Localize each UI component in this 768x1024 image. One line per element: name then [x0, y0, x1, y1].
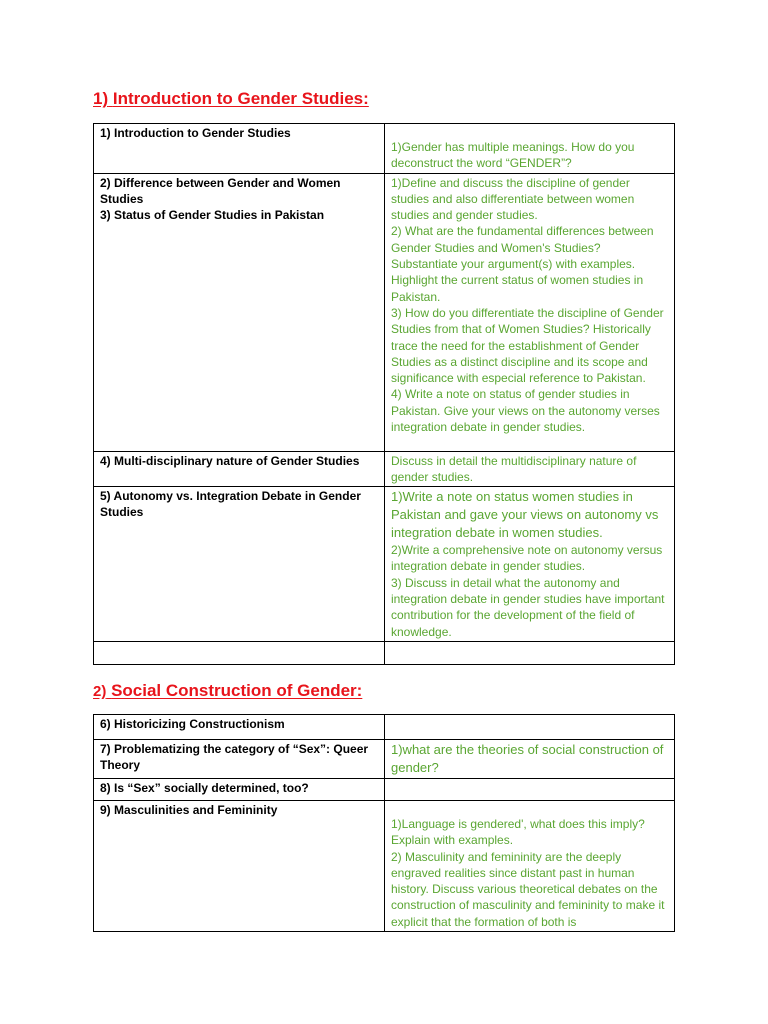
- section-1-heading: [93, 89, 369, 109]
- topic-text: 1) Introduction to Gender Studies: [100, 126, 291, 140]
- question-text: 1)Gender has multiple meanings. How do you deconstruct the word “GENDER”?: [391, 140, 635, 171]
- question-text: 2) Masculinity and femininity are the deeply engraved realities since distant past in human history. Discuss various theoretical debates on the construction of masculinity and femininity to make it explicit that the formation of both is: [391, 849, 665, 929]
- topic-text: 4) Multi-disciplinary nature of Gender Studies: [100, 453, 360, 468]
- table-row: [94, 779, 675, 801]
- table-row: [94, 451, 675, 487]
- section-2-number: 2): [93, 683, 107, 700]
- question-cell: [385, 715, 675, 740]
- table-row: [94, 487, 675, 642]
- section-1-number: 1): [93, 89, 109, 108]
- topic-cell: [94, 124, 385, 174]
- question-text: 3) Discuss in detail what the autonomy and integration debate in gender studies have important contribution for the development of the field of knowledge.: [391, 575, 665, 639]
- topic-text: 5) Autonomy vs. Integration Debate in Gender Studies: [100, 489, 361, 520]
- topic-text: 2) Difference between Gender and Women Studies: [100, 175, 341, 206]
- question-cell: [385, 451, 675, 487]
- question-cell: [385, 124, 675, 174]
- question-cell: [385, 779, 675, 801]
- question-text: 1)Language is gendered', what does this imply? Explain with examples.: [391, 817, 645, 848]
- topic-text: 3) Status of Gender Studies in Pakistan: [100, 208, 325, 223]
- section-1-table: [93, 123, 675, 665]
- section-2-heading: [93, 681, 362, 701]
- question-cell: [385, 487, 675, 642]
- question-cell: [385, 740, 675, 779]
- table-row: [94, 641, 675, 664]
- question-text: 1)Define and discuss the discipline of gender studies and also differentiate between women studies and gender studies.: [391, 175, 635, 223]
- question-text: 3) How do you differentiate the discipline of Gender Studies from that of Women Studies? Historically trace the need for the establishment of Gender Studies as a distinct discipline and its scope and significance with especial reference to Pakistan.: [391, 305, 664, 386]
- topic-cell: [94, 451, 385, 487]
- topic-cell: [94, 740, 385, 779]
- table-row: [94, 801, 675, 932]
- question-text: 2) What are the fundamental differences between Gender Studies and Women's Studies? Substantiate your argument(s) with examples. Highlight the current status of women studies in Pakistan.: [391, 224, 654, 304]
- table-row: [94, 124, 675, 174]
- topic-cell: [94, 715, 385, 740]
- topic-text: 7) Problematizing the category of “Sex”: Queer Theory: [100, 742, 369, 773]
- topic-cell: [94, 779, 385, 801]
- topic-cell: [94, 173, 385, 451]
- table-row: [94, 740, 675, 779]
- topic-cell: [94, 801, 385, 932]
- question-text: Discuss in detail the multidisciplinary nature of gender studies.: [391, 453, 637, 484]
- question-text: 1)Write a note on status women studies in Pakistan and gave your views on autonomy vs integration debate in women studies.: [391, 489, 659, 541]
- topic-text: 8) Is “Sex” socially determined, too?: [100, 781, 309, 795]
- section-2-table: [93, 714, 675, 932]
- question-text: 2)Write a comprehensive note on autonomy versus integration debate in gender studies.: [391, 543, 663, 574]
- topic-text: 6) Historicizing Constructionism: [100, 717, 285, 731]
- question-text: 1)what are the theories of social construction of gender?: [391, 742, 664, 775]
- topic-cell: [94, 487, 385, 642]
- topic-text: 9) Masculinities and Femininity: [100, 803, 278, 817]
- table-row: [94, 715, 675, 740]
- topic-cell: [94, 641, 385, 664]
- question-text: 4) Write a note on status of gender studies in Pakistan. Give your views on the autonomy verses integration debate in gender studies.: [391, 387, 660, 435]
- question-cell: [385, 173, 675, 451]
- table-row: [94, 173, 675, 451]
- section-1-title: Introduction to Gender Studies:: [112, 89, 369, 108]
- question-cell: [385, 641, 675, 664]
- question-cell: [385, 801, 675, 932]
- section-2-title: Social Construction of Gender:: [111, 681, 363, 700]
